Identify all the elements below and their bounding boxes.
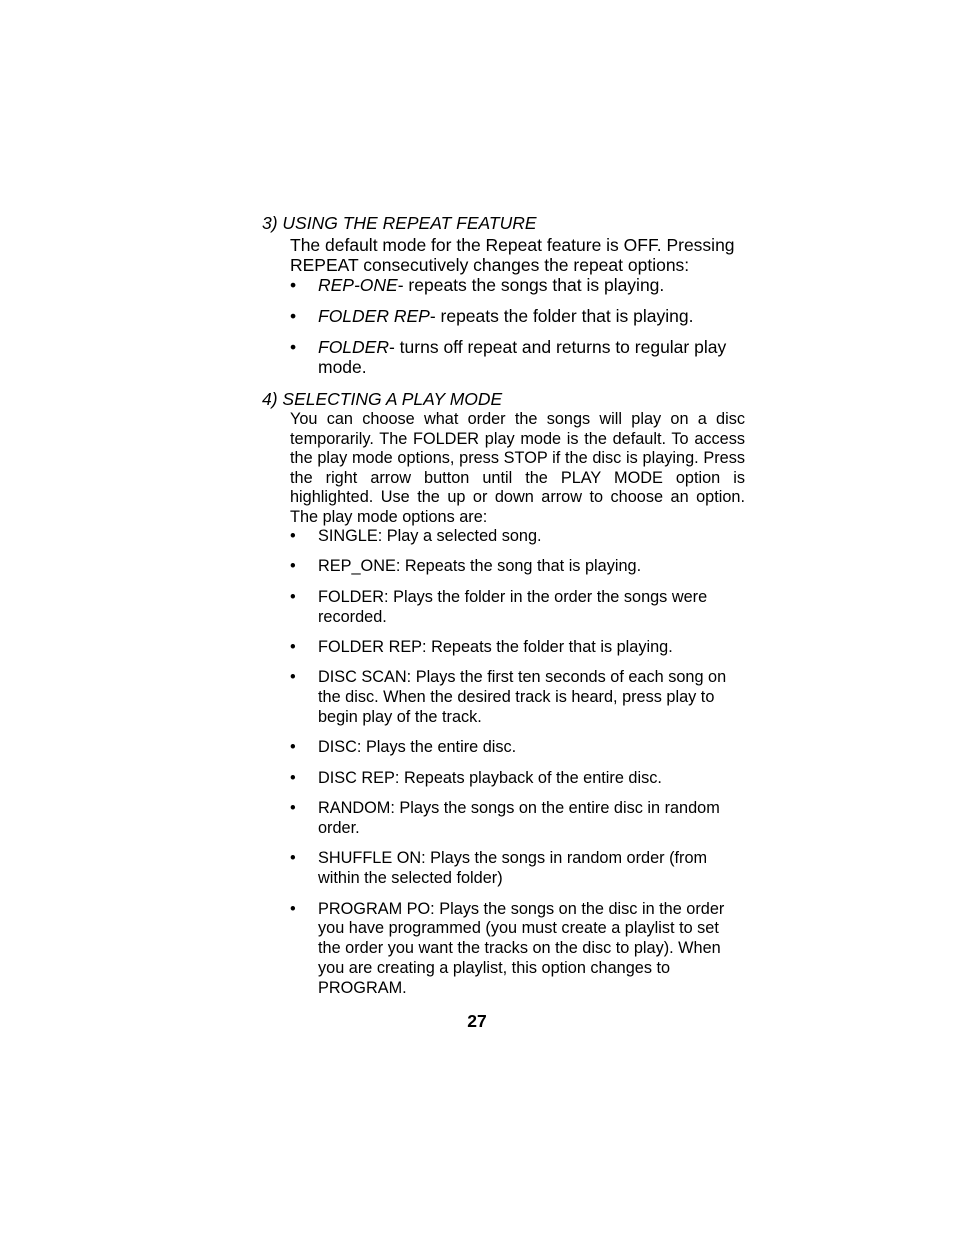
repeat-options-list — [290, 275, 752, 377]
list-item — [290, 337, 752, 377]
play-mode-option-text: FOLDER: Plays the folder in the order the songs were recorded. — [318, 587, 708, 626]
play-mode-option-text: PROGRAM PO: Plays the songs on the disc in the order you have programmed (you must create a playlist to set the order you want the tracks on the disc to play). When you are creating a playlist, this option changes to PROGRAM. — [318, 899, 725, 997]
option-term: REP-ONE — [318, 275, 398, 295]
section-heading-play-mode: 4) SELECTING A PLAY MODE — [262, 389, 503, 409]
list-item — [290, 557, 745, 577]
bullet-glyph: • — [290, 306, 297, 326]
page-number: 27 — [467, 1011, 487, 1031]
bullet-glyph: • — [290, 557, 296, 576]
list-item — [290, 588, 745, 628]
play-mode-option-text: DISC SCAN: Plays the first ten seconds of each song on the disc. When the desired track is heard, press play to begin play of the track. — [318, 668, 727, 726]
play-mode-option-text: FOLDER REP: Repeats the folder that is playing. — [318, 637, 673, 656]
bullet-glyph: • — [290, 799, 296, 818]
play-mode-option-text: DISC REP: Repeats playback of the entire disc. — [318, 768, 662, 787]
list-item — [290, 900, 745, 999]
repeat-intro-paragraph: The default mode for the Repeat feature is OFF. Pressing REPEAT consecutively changes the repeat options: — [290, 235, 735, 275]
list-item — [290, 769, 745, 789]
manual-page — [262, 212, 752, 1009]
bullet-glyph: • — [290, 587, 296, 606]
bullet-glyph: • — [290, 668, 296, 687]
play-mode-intro-paragraph: You can choose what order the songs will play on a disc temporarily. The FOLDER play mode is the default. To access the play mode options, press STOP if the disc is playing. Press the right arrow button until the PLAY MODE option is highlighted. Use the up or down arrow to choose an option. The play mode options are: — [290, 410, 745, 526]
bullet-glyph: • — [290, 527, 296, 545]
play-mode-options-list — [290, 527, 745, 998]
play-mode-option-text: REP_ONE: Repeats the song that is playing. — [318, 557, 642, 576]
play-mode-option-text: RANDOM: Plays the songs on the entire disc in random order. — [318, 799, 720, 837]
list-item — [290, 306, 752, 326]
play-mode-option-text: DISC: Plays the entire disc. — [318, 738, 517, 757]
list-item — [290, 799, 745, 839]
bullet-glyph: • — [290, 275, 297, 295]
bullet-glyph: • — [290, 637, 296, 656]
option-term: FOLDER REP — [318, 306, 430, 326]
play-mode-option-text: SHUFFLE ON: Plays the songs in random order (from within the selected folder) — [318, 849, 708, 888]
option-description: - repeats the folder that is playing. — [429, 306, 694, 326]
bullet-glyph: • — [290, 337, 297, 357]
option-description: - turns off repeat and returns to regular play mode. — [318, 337, 727, 377]
section-heading-repeat: 3) USING THE REPEAT FEATURE — [262, 213, 537, 233]
list-item — [290, 275, 752, 295]
bullet-glyph: • — [290, 768, 296, 787]
bullet-glyph: • — [290, 849, 296, 868]
bullet-glyph: • — [290, 738, 296, 757]
play-mode-option-text: SINGLE: Play a selected song. — [318, 527, 542, 545]
list-item — [290, 668, 745, 727]
list-item — [290, 638, 745, 658]
list-item — [290, 849, 745, 889]
list-item — [290, 527, 745, 547]
option-description: - repeats the songs that is playing. — [397, 275, 665, 295]
option-term: FOLDER — [318, 337, 389, 357]
bullet-glyph: • — [290, 899, 296, 918]
list-item — [290, 738, 745, 758]
